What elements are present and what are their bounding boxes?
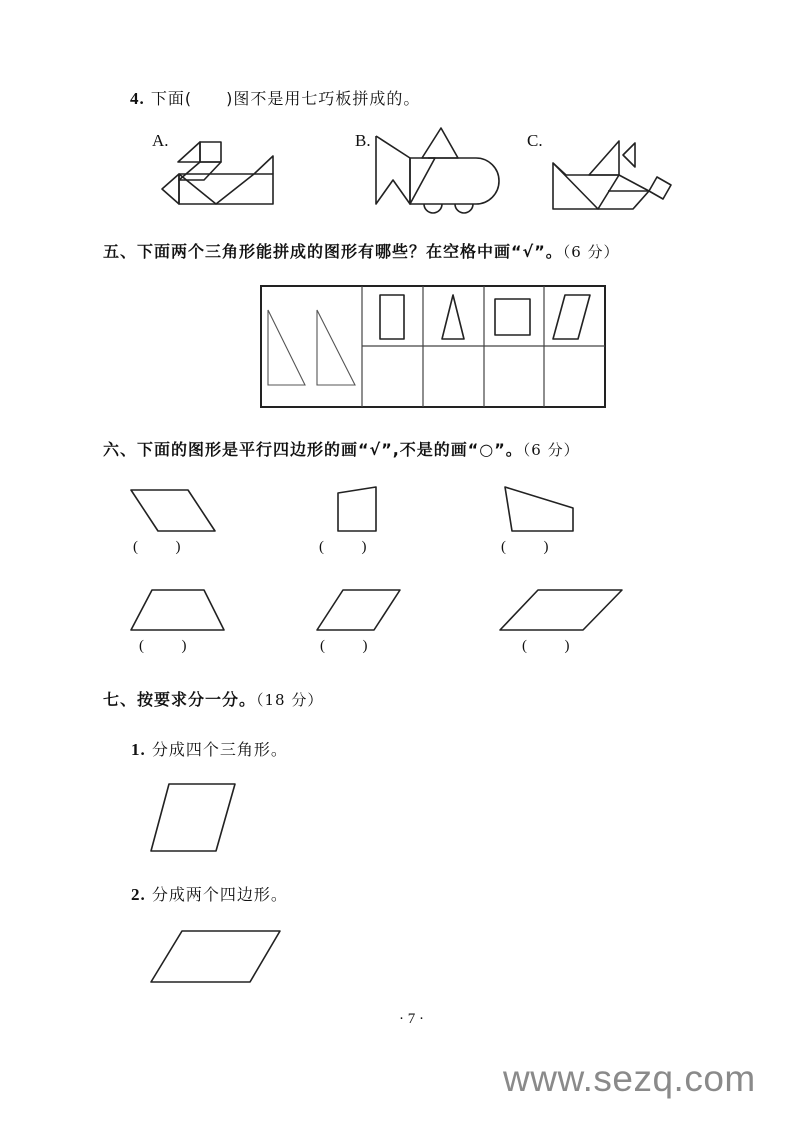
answer-paren-6[interactable]: ( ): [522, 638, 570, 654]
option-c-label: C.: [527, 131, 543, 150]
part-2-parallelogram[interactable]: [150, 930, 282, 985]
answer-cell-parallelogram[interactable]: [544, 346, 605, 406]
fish-submarine-figure: [376, 136, 496, 214]
answer-paren-3[interactable]: ( ): [501, 539, 549, 555]
parallelogram-shape: [553, 295, 590, 339]
part-2-text: 分成两个四边形。: [151, 885, 288, 904]
page-number: · 7 ·: [399, 1011, 424, 1027]
section-6-title: [103, 437, 580, 460]
option-b-label: B.: [355, 131, 371, 150]
section-5-score: （6 分）: [562, 243, 620, 261]
shape-2-right-trapezoid: [336, 486, 381, 534]
question-4-prompt: [130, 86, 420, 109]
shape-6-parallelogram-wide: [499, 589, 625, 633]
answer-paren-4[interactable]: ( ): [139, 638, 187, 654]
watermark: www.sezq.com: [503, 1058, 756, 1099]
shape-3-irregular-quadrilateral: [504, 486, 579, 534]
rectangle-shape: [380, 295, 404, 339]
right-triangle-1: [268, 310, 305, 385]
part-1-number: 1.: [131, 740, 146, 759]
shape-1-parallelogram: [130, 489, 220, 534]
shape-5-parallelogram: [316, 589, 402, 633]
section-7-title-text: 七、按要求分一分。: [103, 690, 257, 709]
tangram-swan-figure: [176, 134, 276, 206]
answer-paren-5[interactable]: ( ): [320, 638, 368, 654]
tangram-bird-figure: [553, 137, 663, 207]
answer-cell-rectangle[interactable]: [362, 346, 423, 406]
isosceles-triangle-shape: [442, 295, 464, 339]
section-5-title-text: 五、下面两个三角形能拼成的图形有哪些？在空格中画“√”。: [103, 242, 563, 261]
section-6-score: （6 分）: [522, 441, 580, 459]
right-triangle-2: [317, 310, 355, 385]
part-2-prompt: [131, 882, 288, 905]
part-1-parallelogram[interactable]: [150, 783, 238, 853]
part-1-text: 分成四个三角形。: [151, 740, 288, 759]
section-7-title: [103, 687, 323, 710]
question-text-after: )图不是用七巧板拼成的。: [226, 89, 421, 108]
part-2-number: 2.: [131, 885, 146, 904]
square-shape: [495, 299, 530, 335]
shape-4-isosceles-trapezoid: [130, 589, 226, 633]
option-a-label: A.: [152, 131, 169, 150]
question-text-before: 下面(: [150, 89, 193, 108]
section-6-title-text: 六、下面的图形是平行四边形的画“√”,不是的画“○”。: [103, 440, 523, 459]
section-5-title: [103, 239, 620, 262]
part-1-prompt: [131, 737, 288, 760]
answer-cell-square[interactable]: [484, 346, 544, 406]
section-7-score: （18 分）: [256, 691, 324, 709]
answer-paren-2[interactable]: ( ): [319, 539, 367, 555]
question-number: 4.: [130, 89, 145, 108]
answer-cell-triangle[interactable]: [423, 346, 484, 406]
answer-paren-1[interactable]: ( ): [133, 539, 181, 555]
